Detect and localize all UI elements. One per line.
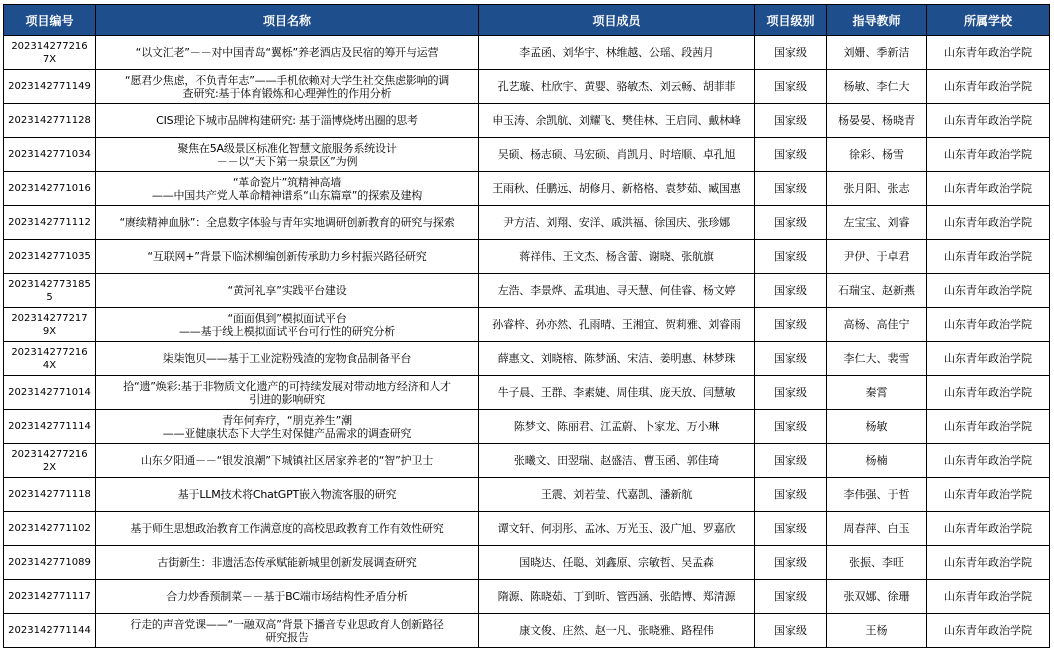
project-name-cell: CIS理论下城市品牌构建研究: 基于淄博烧烤出圈的思考 bbox=[96, 104, 479, 138]
table-row bbox=[4, 172, 1050, 206]
project-level-cell: 国家级 bbox=[755, 36, 827, 70]
school-cell: 山东青年政治学院 bbox=[927, 206, 1050, 240]
project-members-cell: 孔艺璇、杜欣宇、黄婴、骆敏杰、刘云畅、胡菲菲 bbox=[479, 70, 755, 104]
project-level-cell: 国家级 bbox=[755, 206, 827, 240]
advisor-cell: 秦霄 bbox=[827, 376, 927, 410]
school-cell: 山东青年政治学院 bbox=[927, 478, 1050, 512]
school-cell: 山东青年政治学院 bbox=[927, 308, 1050, 342]
advisor-cell: 石瑞宝、赵新燕 bbox=[827, 274, 927, 308]
project-members-cell: 孙睿梓、孙亦然、孔雨晴、王湘宜、贺莉雅、刘睿雨 bbox=[479, 308, 755, 342]
advisor-cell: 杨晏晏、杨晓青 bbox=[827, 104, 927, 138]
project-name-cell: 山东夕阳通－－“银发浪潮”下城镇社区居家养老的“智”护卫士 bbox=[96, 444, 479, 478]
project-level-cell: 国家级 bbox=[755, 444, 827, 478]
school-cell: 山东青年政治学院 bbox=[927, 138, 1050, 172]
project-level-cell: 国家级 bbox=[755, 104, 827, 138]
school-cell: 山东青年政治学院 bbox=[927, 444, 1050, 478]
project-name-cell: “以文汇老”－－对中国青岛“翼栎”养老酒店及民宿的筹开与运营 bbox=[96, 36, 479, 70]
school-cell: 山东青年政治学院 bbox=[927, 512, 1050, 546]
project-name-cell: 古街新生：非遗活态传承赋能新城里创新发展调查研究 bbox=[96, 546, 479, 580]
advisor-cell: 杨楠 bbox=[827, 444, 927, 478]
project-name-cell: 拾“遗”焕彩:基于非物质文化遗产的可持续发展对带动地方经济和人才 引进的影响研究 bbox=[96, 376, 479, 410]
school-cell: 山东青年政治学院 bbox=[927, 172, 1050, 206]
table-row bbox=[4, 206, 1050, 240]
project-name-cell: 行走的声音党课——“一融双高”背景下播音专业思政育人创新路径 研究报告 bbox=[96, 614, 479, 648]
project-id-cell: 2023142771034 bbox=[4, 138, 96, 172]
advisor-cell: 刘姗、季新洁 bbox=[827, 36, 927, 70]
advisor-cell: 杨敏、李仁大 bbox=[827, 70, 927, 104]
advisor-cell: 杨敏 bbox=[827, 410, 927, 444]
advisor-cell: 周春萍、白玉 bbox=[827, 512, 927, 546]
project-members-cell: 牛子晨、王群、李素婕、周佳琪、庞天放、闫慧敏 bbox=[479, 376, 755, 410]
project-level-cell: 国家级 bbox=[755, 308, 827, 342]
project-members-cell: 张曦文、田翌瑞、赵盛洁、曹玉函、郭佳琦 bbox=[479, 444, 755, 478]
table-row bbox=[4, 70, 1050, 104]
table-row bbox=[4, 376, 1050, 410]
project-members-cell: 薛惠文、刘晓榕、陈梦涵、宋洁、姜明惠、林梦珠 bbox=[479, 342, 755, 376]
school-cell: 山东青年政治学院 bbox=[927, 342, 1050, 376]
project-members-cell: 李孟函、刘华宇、林维越、公瑶、段茜月 bbox=[479, 36, 755, 70]
project-members-cell: 申玉涛、余凯航、刘耀飞、樊佳林、王启同、戴林峰 bbox=[479, 104, 755, 138]
project-id-cell: 2023142771102 bbox=[4, 512, 96, 546]
project-members-cell: 尹方洁、刘翔、安洋、戚洪福、徐国庆、张珍娜 bbox=[479, 206, 755, 240]
project-id-cell: 2023142771144 bbox=[4, 614, 96, 648]
project-table-container bbox=[3, 4, 1050, 648]
table-row bbox=[4, 546, 1050, 580]
advisor-cell: 张振、李旺 bbox=[827, 546, 927, 580]
table-body bbox=[4, 36, 1050, 648]
project-name-cell: “互联网+”背景下临沭柳编创新传承助力乡村振兴路径研究 bbox=[96, 240, 479, 274]
advisor-cell: 李伟强、于哲 bbox=[827, 478, 927, 512]
project-id-cell: 2023142771112 bbox=[4, 206, 96, 240]
advisor-cell: 尹伊、于卓君 bbox=[827, 240, 927, 274]
table-row bbox=[4, 274, 1050, 308]
header-project-members: 项目成员 bbox=[479, 5, 755, 36]
project-id-cell: 202314277216​7X bbox=[4, 36, 96, 70]
project-name-cell: 柒柒饱贝——基于工业淀粉残渣的宠物食品制备平台 bbox=[96, 342, 479, 376]
project-name-cell: “面面俱到”模拟面试平台 ——基于线上模拟面试平台可行性的研究分析 bbox=[96, 308, 479, 342]
project-name-cell: 合力炒香预制菜－－基于BC端市场结构性矛盾分析 bbox=[96, 580, 479, 614]
header-project-level: 项目级别 bbox=[755, 5, 827, 36]
header-advisor: 指导教师 bbox=[827, 5, 927, 36]
project-id-cell: 2023142771149 bbox=[4, 70, 96, 104]
project-id-cell: 202314277216​2X bbox=[4, 444, 96, 478]
project-id-cell: 2023142771035 bbox=[4, 240, 96, 274]
project-name-cell: 基于LLM技术将ChatGPT嵌入物流客服的研究 bbox=[96, 478, 479, 512]
school-cell: 山东青年政治学院 bbox=[927, 36, 1050, 70]
project-id-cell: 2023142771117 bbox=[4, 580, 96, 614]
school-cell: 山东青年政治学院 bbox=[927, 614, 1050, 648]
table-row bbox=[4, 512, 1050, 546]
project-name-cell: 青年何弃疗，“朋克养生”潮 ——亚健康状态下大学生对保健产品需求的调查研究 bbox=[96, 410, 479, 444]
advisor-cell: 张月阳、张志 bbox=[827, 172, 927, 206]
table-row bbox=[4, 240, 1050, 274]
project-id-cell: 2023142773185​5 bbox=[4, 274, 96, 308]
project-id-cell: 202314277217​9X bbox=[4, 308, 96, 342]
project-level-cell: 国家级 bbox=[755, 70, 827, 104]
project-level-cell: 国家级 bbox=[755, 580, 827, 614]
table-row bbox=[4, 580, 1050, 614]
project-level-cell: 国家级 bbox=[755, 410, 827, 444]
project-level-cell: 国家级 bbox=[755, 478, 827, 512]
table-row bbox=[4, 342, 1050, 376]
school-cell: 山东青年政治学院 bbox=[927, 546, 1050, 580]
project-members-cell: 左浩、李景烨、孟琪迪、寻天慧、何佳睿、杨文婷 bbox=[479, 274, 755, 308]
project-name-cell: 基于师生思想政治教育工作满意度的高校思政教育工作有效性研究 bbox=[96, 512, 479, 546]
table-row bbox=[4, 308, 1050, 342]
project-members-cell: 王震、刘若莹、代嘉凯、潘新航 bbox=[479, 478, 755, 512]
school-cell: 山东青年政治学院 bbox=[927, 104, 1050, 138]
school-cell: 山东青年政治学院 bbox=[927, 70, 1050, 104]
project-level-cell: 国家级 bbox=[755, 172, 827, 206]
advisor-cell: 李仁大、裴雪 bbox=[827, 342, 927, 376]
advisor-cell: 张双娜、徐珊 bbox=[827, 580, 927, 614]
project-id-cell: 2023142771128 bbox=[4, 104, 96, 138]
project-name-cell: “赓续精神血脉”：全息数字体验与青年实地调研创新教育的研究与探索 bbox=[96, 206, 479, 240]
project-id-cell: 2023142771014 bbox=[4, 376, 96, 410]
header-school: 所属学校 bbox=[927, 5, 1050, 36]
project-level-cell: 国家级 bbox=[755, 342, 827, 376]
advisor-cell: 徐彩、杨雪 bbox=[827, 138, 927, 172]
school-cell: 山东青年政治学院 bbox=[927, 410, 1050, 444]
project-name-cell: “革命瓷片”筑精神高墙 ——中国共产党人革命精神谱系“山东篇章”的探索及建构 bbox=[96, 172, 479, 206]
project-members-cell: 康文俊、庄然、赵一凡、张晓雅、路程伟 bbox=[479, 614, 755, 648]
project-members-cell: 蒋祥伟、王文杰、杨含蕾、谢晓、张航旗 bbox=[479, 240, 755, 274]
advisor-cell: 左宝宝、刘睿 bbox=[827, 206, 927, 240]
project-id-cell: 2023142771016 bbox=[4, 172, 96, 206]
project-level-cell: 国家级 bbox=[755, 274, 827, 308]
table-row bbox=[4, 614, 1050, 648]
project-id-cell: 2023142771118 bbox=[4, 478, 96, 512]
project-members-cell: 谭文轩、何羽彤、孟冰、万光玉、汲广旭、罗嘉欣 bbox=[479, 512, 755, 546]
table-row bbox=[4, 444, 1050, 478]
table-row bbox=[4, 138, 1050, 172]
school-cell: 山东青年政治学院 bbox=[927, 376, 1050, 410]
project-members-cell: 吴硕、杨志硕、马宏硕、肖凯月、时培顺、卓孔旭 bbox=[479, 138, 755, 172]
project-level-cell: 国家级 bbox=[755, 512, 827, 546]
project-level-cell: 国家级 bbox=[755, 376, 827, 410]
project-id-cell: 202314277216​4X bbox=[4, 342, 96, 376]
table-row bbox=[4, 478, 1050, 512]
project-members-cell: 陈梦文、陈丽君、江孟蔚、卜家龙、万小琳 bbox=[479, 410, 755, 444]
header-row bbox=[4, 5, 1050, 36]
project-members-cell: 隋源、陈晓茹、丁到昕、管西涵、张皓博、郑清源 bbox=[479, 580, 755, 614]
table-row bbox=[4, 104, 1050, 138]
project-level-cell: 国家级 bbox=[755, 614, 827, 648]
project-members-cell: 王雨秋、任鹏远、胡修月、新格格、袁梦茹、臧国惠 bbox=[479, 172, 755, 206]
project-name-cell: “愿君少焦虑，不负青年志”——手机依赖对大学生社交焦虑影响的调 查研究:基于体育锻炼和心理弹性的作用分析 bbox=[96, 70, 479, 104]
school-cell: 山东青年政治学院 bbox=[927, 274, 1050, 308]
table-row bbox=[4, 410, 1050, 444]
project-level-cell: 国家级 bbox=[755, 546, 827, 580]
header-project-name: 项目名称 bbox=[96, 5, 479, 36]
project-table bbox=[3, 4, 1050, 648]
project-members-cell: 国晓达、任聪、刘鑫原、宗敏哲、吴孟森 bbox=[479, 546, 755, 580]
school-cell: 山东青年政治学院 bbox=[927, 240, 1050, 274]
project-level-cell: 国家级 bbox=[755, 138, 827, 172]
advisor-cell: 高杨、高佳宁 bbox=[827, 308, 927, 342]
table-row bbox=[4, 36, 1050, 70]
project-level-cell: 国家级 bbox=[755, 240, 827, 274]
project-id-cell: 2023142771089 bbox=[4, 546, 96, 580]
project-name-cell: 聚焦在5A级景区标准化智慧文旅服务系统设计 －－以“天下第一泉景区”为例 bbox=[96, 138, 479, 172]
project-name-cell: “黄河礼享”实践平台建设 bbox=[96, 274, 479, 308]
school-cell: 山东青年政治学院 bbox=[927, 580, 1050, 614]
advisor-cell: 王杨 bbox=[827, 614, 927, 648]
project-id-cell: 2023142771114 bbox=[4, 410, 96, 444]
header-project-id: 项目编号 bbox=[4, 5, 96, 36]
